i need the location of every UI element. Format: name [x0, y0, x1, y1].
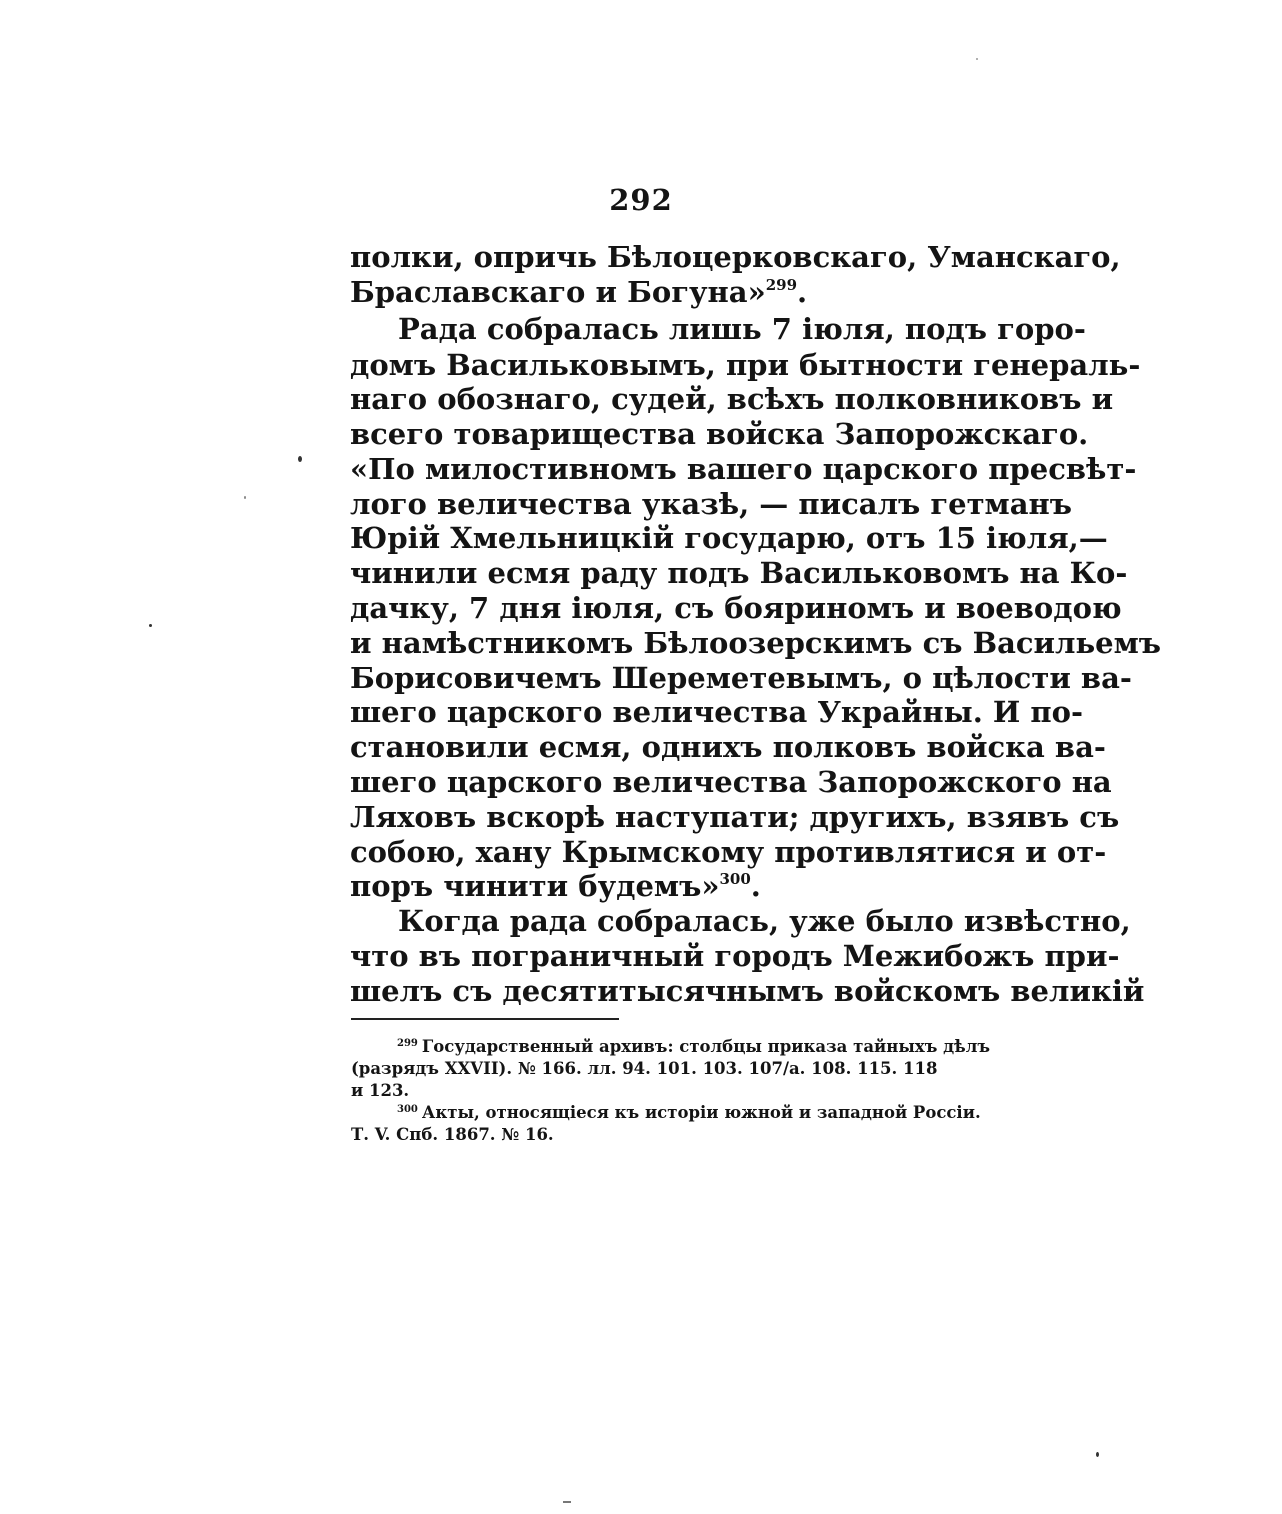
text-line: наго обознаго, судей, всѣхъ полковниковъ и — [350, 382, 1114, 416]
footnote-line: (разрядъ XXVII). № 166. лл. 94. 101. 103. 107/а. 108. 115. 118 — [351, 1059, 938, 1078]
text-line: Борисовичемъ Шереметевымъ, о цѣлости ва- — [350, 661, 1132, 695]
text-line: «По милостивномъ вашего царского пресвѣт- — [350, 452, 1137, 486]
text-line: Юрій Хмельницкій государю, отъ 15 іюля,— — [350, 521, 1108, 555]
scan-speck — [1096, 1452, 1099, 1457]
text-line: шелъ съ десятитысячнымъ войскомъ великій — [350, 974, 1145, 1008]
text-line: чинили есмя раду подъ Васильковомъ на Ко- — [350, 556, 1128, 590]
text-line: шего царского величества Украйны. И по- — [350, 695, 1084, 729]
page-number: 292 — [609, 183, 673, 217]
scan-speck — [149, 624, 152, 627]
text-line: и намѣстникомъ Бѣлоозерскимъ съ Васильемъ — [350, 626, 1162, 660]
footnote-ref-300[interactable]: 300 — [719, 870, 751, 888]
footnote-line: $^{299}$ Государственный архивъ: столбцы приказа тайныхъ дѣлъ — [397, 1037, 990, 1056]
footnote-divider — [351, 1018, 619, 1020]
footnote-line: и 123. — [351, 1081, 410, 1100]
footnote-number: 300 — [397, 1104, 418, 1115]
text-line: домъ Васильковымъ, при бытности генераль- — [350, 348, 1141, 382]
footnote-ref-299[interactable]: 299 — [765, 276, 798, 294]
scan-speck — [976, 58, 978, 60]
footnote-line: Т. V. Спб. 1867. № 16. — [351, 1125, 554, 1144]
scan-speck — [298, 456, 302, 462]
text-line: Ляховъ вскорѣ наступати; другихъ, взявъ съ — [350, 800, 1120, 834]
text-line: полки, опричь Бѣлоцерковскаго, Уманскаго, — [350, 240, 1121, 274]
text-line: что въ пограничный городъ Межибожъ при- — [350, 939, 1120, 973]
footnote-line: $^{300}$ Акты, относящіеся къ исторіи южной и западной Россіи. — [397, 1103, 981, 1122]
scan-speck — [563, 1501, 571, 1503]
text-line: собою, хану Крымскому противлятися и от- — [350, 835, 1107, 869]
footnote-number: 299 — [397, 1038, 418, 1049]
scan-speck — [244, 496, 246, 499]
text-line: дачку, 7 дня іюля, съ бояриномъ и воеводою — [350, 591, 1122, 625]
text-line: Рада собралась лишь 7 іюля, подъ горо- — [398, 312, 1086, 346]
text-line: всего товарищества войска Запорожскаго. — [350, 417, 1089, 451]
text-line: Браславскаго и Богуна»$^{299}$. — [350, 275, 808, 309]
text-line: шего царского величества Запорожского на — [350, 765, 1112, 799]
text-line: становили есмя, однихъ полковъ войска ва- — [350, 730, 1106, 764]
text-line: поръ чинити будемъ»$^{300}$. — [350, 869, 761, 903]
text-line: Когда рада собралась, уже было извѣстно, — [398, 904, 1131, 938]
text-line: лого величества указѣ, — писалъ гетманъ — [350, 487, 1072, 521]
